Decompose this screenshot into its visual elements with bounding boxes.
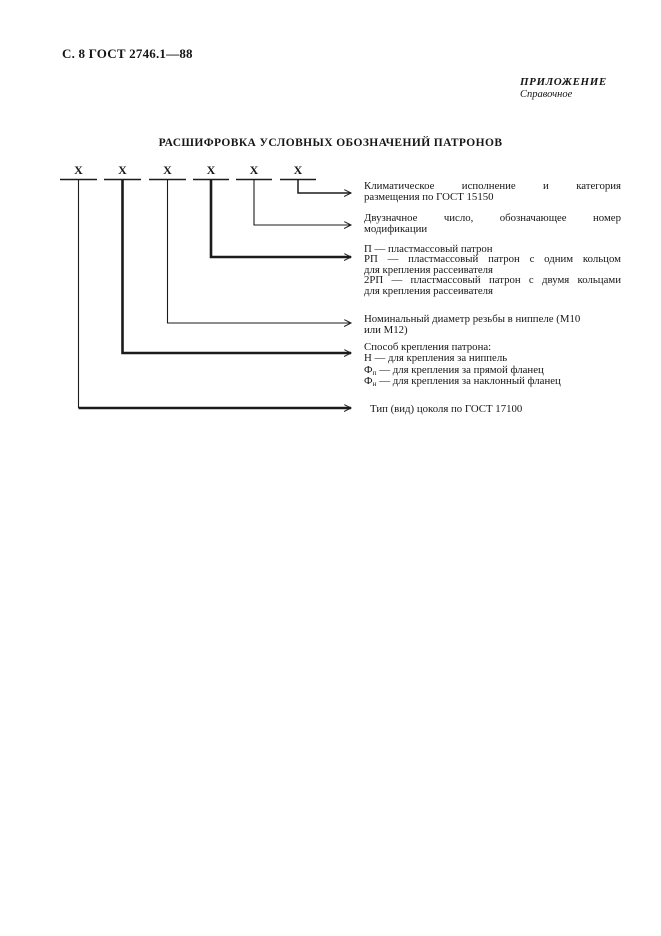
symbol-letter: Ф bbox=[364, 363, 373, 376]
decode-block-modification bbox=[364, 213, 621, 235]
decode-line: для крепления рассеивателя bbox=[364, 284, 493, 297]
decode-block-thread-diameter bbox=[364, 314, 621, 336]
designation-symbol-5: X bbox=[249, 163, 259, 177]
decode-line: размещения по ГОСТ 15150 bbox=[364, 191, 494, 204]
decode-block-climate bbox=[364, 181, 621, 203]
decode-line: для крепления рассеивателя bbox=[364, 263, 493, 276]
decode-block-mounting bbox=[364, 342, 621, 388]
decode-line: П — пластмассовый патрон bbox=[364, 243, 493, 255]
symbol-subscript: п bbox=[372, 367, 377, 377]
connector-x5 bbox=[254, 180, 351, 226]
decode-line: Климатическое исполнение и категория bbox=[364, 180, 621, 192]
decode-text: — для крепления за прямой фланец bbox=[376, 363, 544, 376]
decode-line: Двузначное число, обозначающее номер bbox=[364, 212, 621, 224]
decode-block-material bbox=[364, 244, 621, 296]
designation-symbol-2: X bbox=[118, 163, 127, 177]
designation-symbol-3: X bbox=[163, 163, 172, 177]
connector-x3 bbox=[168, 180, 352, 324]
annex-title: ПРИЛОЖЕНИЕ bbox=[520, 76, 607, 88]
connector-x6 bbox=[298, 180, 351, 194]
decode-line: 2РП — пластмассовый патрон с двумя кольцами bbox=[364, 274, 621, 287]
page-title: РАСШИФРОВКА УСЛОВНЫХ ОБОЗНАЧЕНИЙ ПАТРОНОВ bbox=[158, 137, 503, 149]
decode-block-cap-type bbox=[370, 404, 627, 415]
decode-line: Способ крепления патрона: bbox=[364, 341, 492, 353]
decode-line: Номинальный диаметр резьбы в ниппеле (М10 bbox=[364, 313, 581, 325]
decode-line-flange-inclined bbox=[364, 376, 621, 387]
decode-line: модификации bbox=[364, 223, 428, 236]
designation-symbol-4: X bbox=[206, 163, 216, 177]
decode-line: или М12) bbox=[364, 324, 408, 337]
decode-line: РП — пластмассовый патрон с одним кольцом bbox=[364, 253, 621, 266]
decode-text: — для крепления за наклонный фланец bbox=[376, 375, 561, 388]
decode-line: Н — для крепления за ниппель bbox=[364, 352, 508, 365]
connector-x4 bbox=[211, 180, 351, 258]
symbol-subscript: н bbox=[372, 379, 377, 389]
designation-symbol-6: X bbox=[293, 163, 303, 177]
designation-symbol-1: X bbox=[74, 163, 83, 177]
page-header: С. 8 ГОСТ 2746.1—88 bbox=[62, 46, 193, 61]
connector-x2 bbox=[123, 180, 352, 354]
decode-line: Тип (вид) цоколя по ГОСТ 17100 bbox=[370, 403, 523, 415]
symbol-letter: Ф bbox=[364, 375, 373, 388]
annex-subtitle: Справочное bbox=[520, 88, 573, 100]
